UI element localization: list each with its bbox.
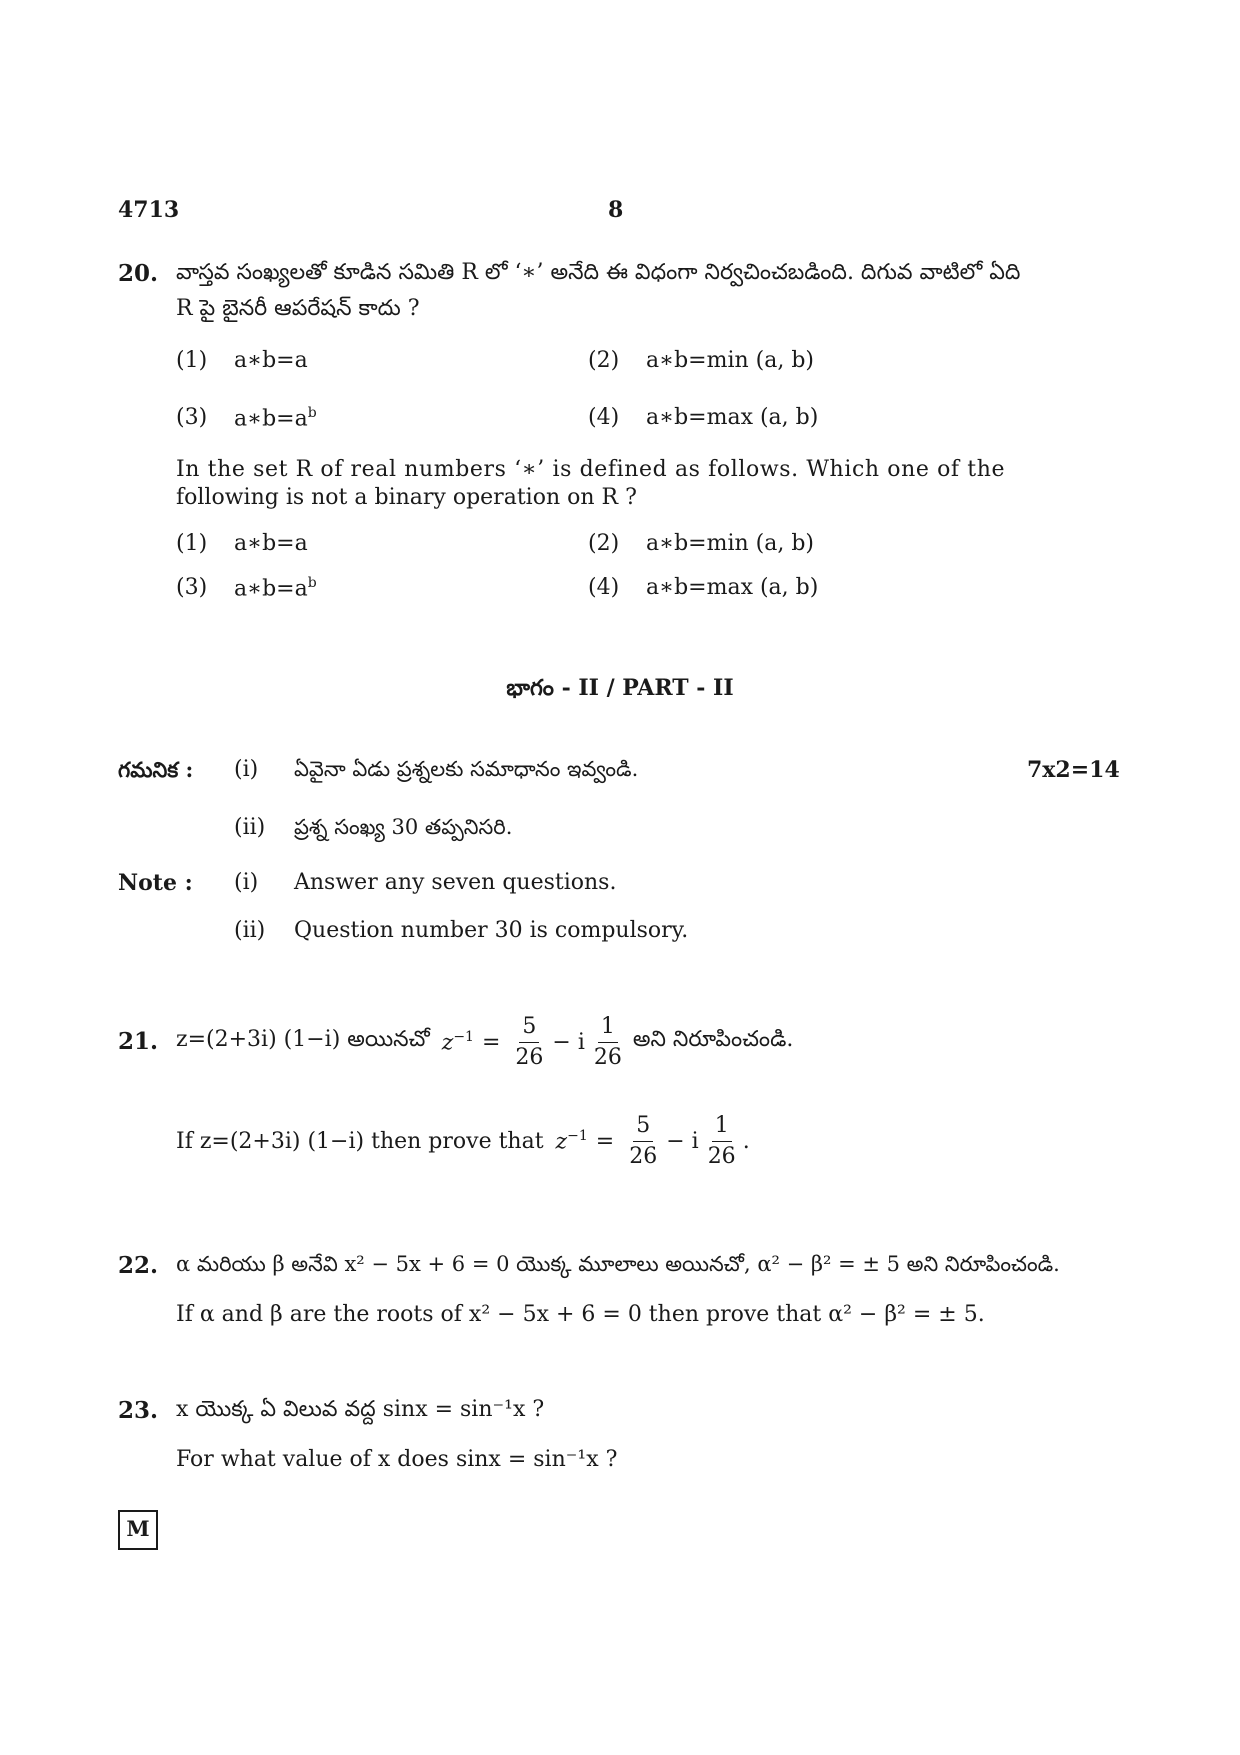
q21-en-prefix: If z=(2+3i) (1−i) then prove that (176, 1128, 544, 1154)
q21-en-fraction-1 (626, 1112, 660, 1169)
q20-te-option-4-num: (4) (588, 405, 620, 430)
q20-en-option-2-text: a∗b=min (a, b) (646, 531, 814, 556)
q21-te-f1-den: 26 (515, 1044, 544, 1070)
q20-te-option-2-num: (2) (588, 348, 620, 373)
q21-te-z-sup: −1 (453, 1028, 474, 1045)
q21-en-z-sup: −1 (567, 1127, 588, 1144)
q21-en-fraction-2 (705, 1112, 739, 1169)
q20-te-option-1-text: a∗b=a (234, 348, 308, 373)
q21-te-prefix: z=(2+3i) (1−i) అయినచో (176, 1027, 430, 1052)
q20-en-option-3 (234, 575, 317, 601)
q21-te-lhs (442, 1029, 474, 1055)
note-en-label: Note : (118, 870, 193, 896)
question-number-21: 21. (118, 1028, 159, 1055)
part-heading: భాగం - II / PART - II (506, 675, 734, 701)
q20-te-option-3 (234, 405, 317, 431)
q20-english-line1: In the set R of real numbers ‘∗’ is defined as follows. Which one of the (176, 457, 1006, 482)
medium-mark-box: M (118, 1510, 158, 1550)
q22-english-line: If α and β are the roots of x² − 5x + 6 = 0 then prove that α² − β² = ± 5. (176, 1302, 985, 1327)
q21-te-suffix: అని నిరూపించండి. (632, 1027, 794, 1052)
question-number-20: 20. (118, 260, 159, 287)
marks-allocation: 7x2=14 (1027, 757, 1120, 783)
q20-te-option-1-num: (1) (176, 348, 208, 373)
note-en-i-num: (i) (234, 870, 259, 895)
q20-en-option-1-text: a∗b=a (234, 531, 308, 556)
q21-te-eq: = (481, 1029, 501, 1055)
q21-en-eq: = (595, 1128, 615, 1154)
q22-telugu-line: α మరియు β అనేవి x² − 5x + 6 = 0 యొక్క మూలాలు అయినచో, α² − β² = ± 5 అని నిరూపించండి. (176, 1252, 1060, 1276)
q20-en-option-4-text: a∗b=max (a, b) (646, 575, 819, 600)
q20-te-option-4-text: a∗b=max (a, b) (646, 405, 819, 430)
question-number-22: 22. (118, 1252, 159, 1279)
q20-en-option-2-num: (2) (588, 531, 620, 556)
q20-telugu-line1: వాస్తవ సంఖ్యలతో కూడిన సమితి R లో ‘∗’ అనేది ఈ విధంగా నిర్వచించబడింది. దిగువ వాటిలో ఏది (176, 260, 1021, 285)
note-te-i-text: ఏవైనా ఏడు ప్రశ్నలకు సమాధానం ఇవ్వండి. (294, 757, 639, 781)
note-te-ii-text: ప్రశ్న సంఖ్య 30 తప్పనిసరి. (294, 815, 513, 839)
note-en-ii-text: Question number 30 is compulsory. (294, 918, 689, 943)
q21-en-z: z (555, 1129, 568, 1155)
q20-te-option-2-text: a∗b=min (a, b) (646, 348, 814, 373)
q23-english-line: For what value of x does sinx = sin⁻¹x ? (176, 1447, 618, 1472)
q21-en-minus: − i (666, 1128, 699, 1154)
q20-english-line2: following is not a binary operation on R ? (176, 485, 637, 510)
q21-te-minus: − i (552, 1029, 585, 1055)
note-te-ii-num: (ii) (234, 815, 266, 840)
q21-te-f2-den: 26 (593, 1044, 622, 1070)
q21-en-f2-num: 1 (712, 1115, 732, 1142)
q21-te-f2-num: 1 (598, 1016, 618, 1043)
q20-en-option-3-text: a∗b=a (234, 576, 308, 602)
question-number-23: 23. (118, 1397, 159, 1424)
paper-code: 4713 (118, 197, 180, 223)
q20-te-option-3-sup: b (307, 405, 317, 421)
q21-te-z: z (441, 1030, 454, 1056)
q21-en-lhs (556, 1128, 588, 1154)
q21-te-f1-num: 5 (519, 1016, 539, 1043)
q21-english-line (176, 1107, 750, 1175)
note-te-i-num: (i) (234, 757, 259, 782)
q21-en-f1-den: 26 (629, 1143, 658, 1169)
note-te-label: గమనిక : (118, 757, 194, 782)
q21-en-f2-den: 26 (707, 1143, 736, 1169)
q21-te-fraction-1 (512, 1013, 546, 1070)
q20-en-option-3-num: (3) (176, 575, 208, 600)
q20-telugu-line2: R పై బైనరీ ఆపరేషన్ కాదు ? (176, 296, 420, 321)
note-en-ii-num: (ii) (234, 918, 266, 943)
q21-en-f1-num: 5 (633, 1115, 653, 1142)
q20-en-option-4-num: (4) (588, 575, 620, 600)
note-en-i-text: Answer any seven questions. (294, 870, 617, 895)
q20-te-option-3-num: (3) (176, 405, 208, 430)
q21-te-fraction-2 (591, 1013, 625, 1070)
q23-telugu-line: x యొక్క ఏ విలువ వద్ద sinx = sin⁻¹x ? (176, 1397, 545, 1422)
q21-telugu-line (176, 1008, 793, 1076)
page-number: 8 (608, 197, 624, 223)
q21-en-end-dot: . (742, 1128, 750, 1154)
q20-en-option-3-sup: b (307, 575, 317, 591)
q20-te-option-3-text: a∗b=a (234, 406, 308, 432)
q20-en-option-1-num: (1) (176, 531, 208, 556)
